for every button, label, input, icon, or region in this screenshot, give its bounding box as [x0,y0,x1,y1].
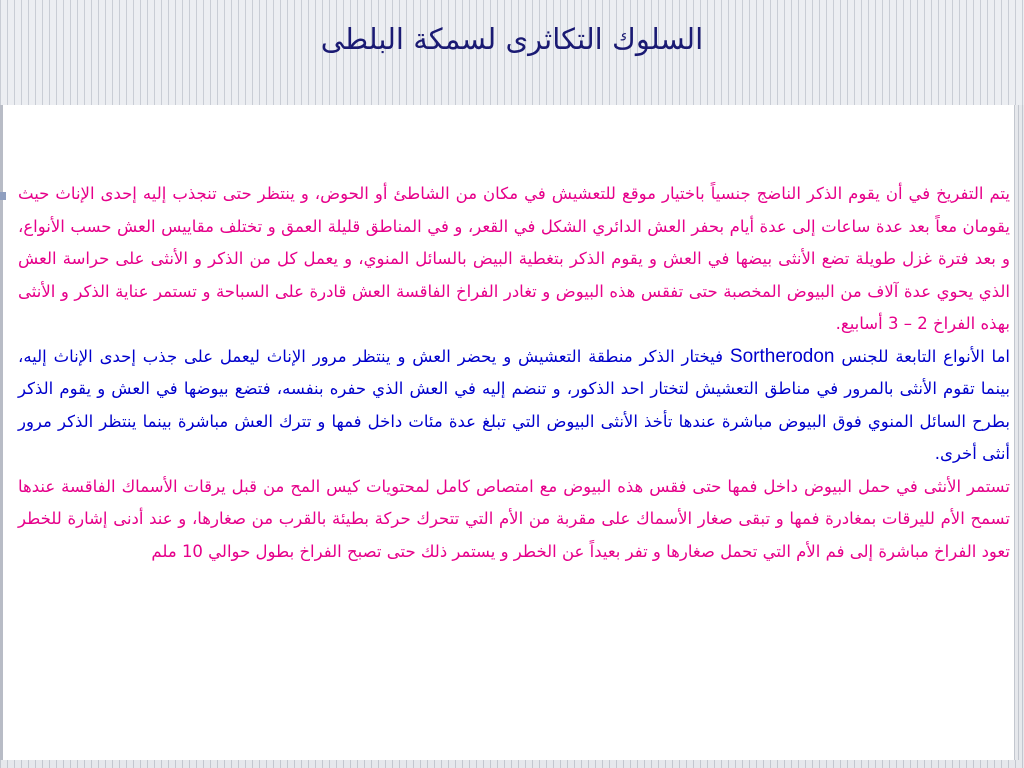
right-border [1014,105,1024,768]
slide-title: السلوك التكاثرى لسمكة البلطى [320,22,704,56]
paragraph-sortherodon-rest: فيختار الذكر منطقة التعشيش و يحضر العش و ينتظر مرور الإناث ليعمل على جذب إحدى الإناث إليه، بينما تقوم الأنثى بالمرور في مناطق التعشيش لتختار احد الذكور، و تنضم إليه في العش الذي حفره بنفسه، فتضع بيوضها في العش و يقوم الذكر بطرح السائل المنوي فوق البيوض مباشرة عندها تأخذ الأنثى البيوض التي تبلغ عدة مئات داخل فمها و تترك العش مباشرة بينما ينتظر الذكر مرور أنثى أخرى. [18,346,1010,463]
side-marker [0,192,6,200]
bottom-border [0,760,1024,768]
paragraph-mouthbrooding: تستمر الأنثى في حمل البيوض داخل فمها حتى فقس هذه البيوض مع امتصاص كامل لمحتويات كيس المح من قبل يرقات الأسماك الفاقسة عندها تسمح الأم لليرقات بمغادرة فمها و تبقى صغار الأسماك على مقربة من الأم التي تتحرك حركة بطيئة بالقرب من صغارها، و عند أدنى إشارة للخطر تعود الفراخ مباشرة إلى فم الأم التي تحمل صغارها و تفر بعيداً عن الخطر و يستمر ذلك حتى تصبح الفراخ بطول حوالي 10 ملم [18,476,1010,561]
genus-name: Sortherodon [729,345,835,367]
title-band [0,0,1024,105]
left-border [0,105,3,768]
paragraph-spawning: يتم التفريخ في أن يقوم الذكر الناضج جنسياً باختيار موقع للتعشيش في مكان من الشاطئ أو الحوض، و ينتظر حتى تنجذب إليه إحدى الإناث حيث يقومان معاً بعد عدة ساعات إلى عدة أيام بحفر العش الدائري الشكل في القعر، و في المناطق قليلة العمق و تختلف مقاييس العش حسب الأنواع، و بعد فترة غزل طويلة تضع الأنثى بيضها في العش و يقوم الذكر بتغطية البيض بالسائل المنوي، و يعمل كل من الذكر و الأنثى على حراسة العش الذي يحوي عدة آلاف من البيوض المخصبة حتى تفقس هذه البيوض و تغادر الفراخ الفاقسة العش قادرة على السباحة و تستمر عناية الذكر و الأنثى بهذه الفراخ 2 – 3 أسابيع. [18,184,1010,333]
slide-body [18,178,1010,568]
paragraph-sortherodon-intro: اما الأنواع التابعة للجنس [841,346,1010,366]
paragraph-sortherodon [18,341,1010,471]
